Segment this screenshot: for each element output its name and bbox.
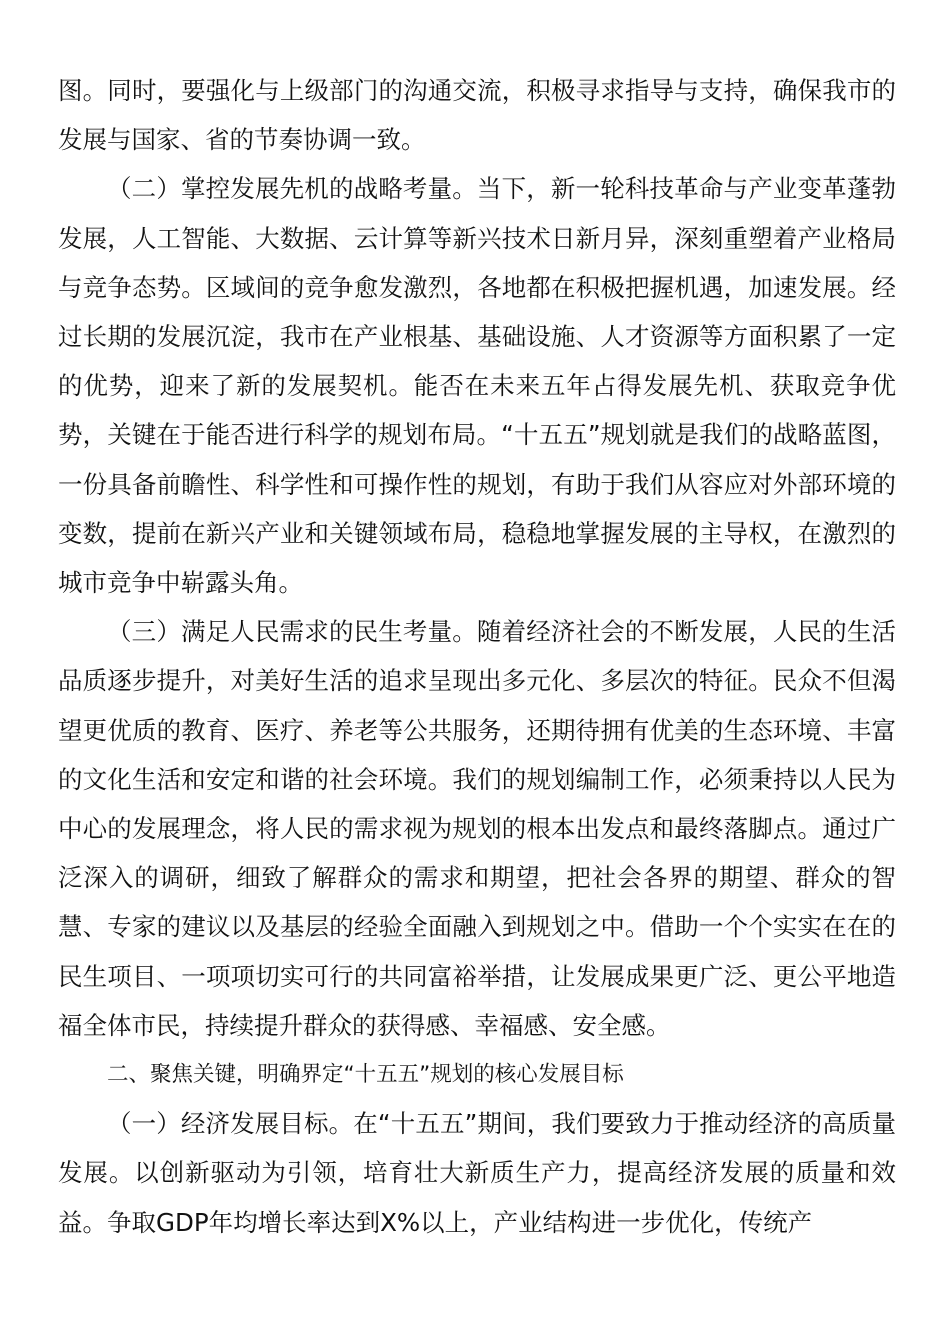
section-heading: 二、聚焦关键，明确界定“十五五”规划的核心发展目标 [107, 1062, 624, 1088]
paragraph-strategic-opportunity: （二）掌控发展先机的战略考量。当下，新一轮科技革命与产业变革蓬勃发展，人工智能、大数据、云计算等新兴技术日新月异，深刻重塑着产业格局与竞争态势。区域间的竞争愈发激烈，各地都在积极把握机遇，加速发展。经过长期的发展沉淀，我市在产业根基、基础设施、人才资源等方面积累了一定的优势，迎来了新的发展契机。能否在未来五年占得发展先机、获取竞争优势，关键在于能否进行科学的规划布局。“十五五”规划就是我们的战略蓝图，一份具备前瞻性、科学性和可操作性的规划，有助于我们从容应对外部环境的变数，提前在新兴产业和关键领域布局，稳稳地掌握发展的主导权，在激烈的城市竞争中崭露头角。 [58, 174, 896, 598]
paragraph-economic-goals: （一）经济发展目标。在“十五五”期间，我们要致力于推动经济的高质量发展。以创新驱动为引领，培育壮大新质生产力，提高经济发展的质量和效益。争取GDP年均增长率达到X%以上，产业结构进一步优化，传统产 [58, 1109, 896, 1237]
document-body [58, 66, 896, 1247]
paragraph-continued: 图。同时，要强化与上级部门的沟通交流，积极寻求指导与支持，确保我市的发展与国家、省的节奏协调一致。 [58, 76, 896, 155]
paragraph-people-livelihood: （三）满足人民需求的民生考量。随着经济社会的不断发展，人民的生活品质逐步提升，对美好生活的追求呈现出多元化、多层次的特征。民众不但渴望更优质的教育、医疗、养老等公共服务，还期待拥有优美的生态环境、丰富的文化生活和安定和谐的社会环境。我们的规划编制工作，必须秉持以人民为中心的发展理念，将人民的需求视为规划的根本出发点和最终落脚点。通过广泛深入的调研，细致了解群众的需求和期望，把社会各界的期望、群众的智慧、专家的建议以及基层的经验全面融入到规划之中。借助一个个实实在在的民生项目、一项项切实可行的共同富裕举措，让发展成果更广泛、更公平地造福全体市民，持续提升群众的获得感、幸福感、安全感。 [58, 617, 896, 1040]
